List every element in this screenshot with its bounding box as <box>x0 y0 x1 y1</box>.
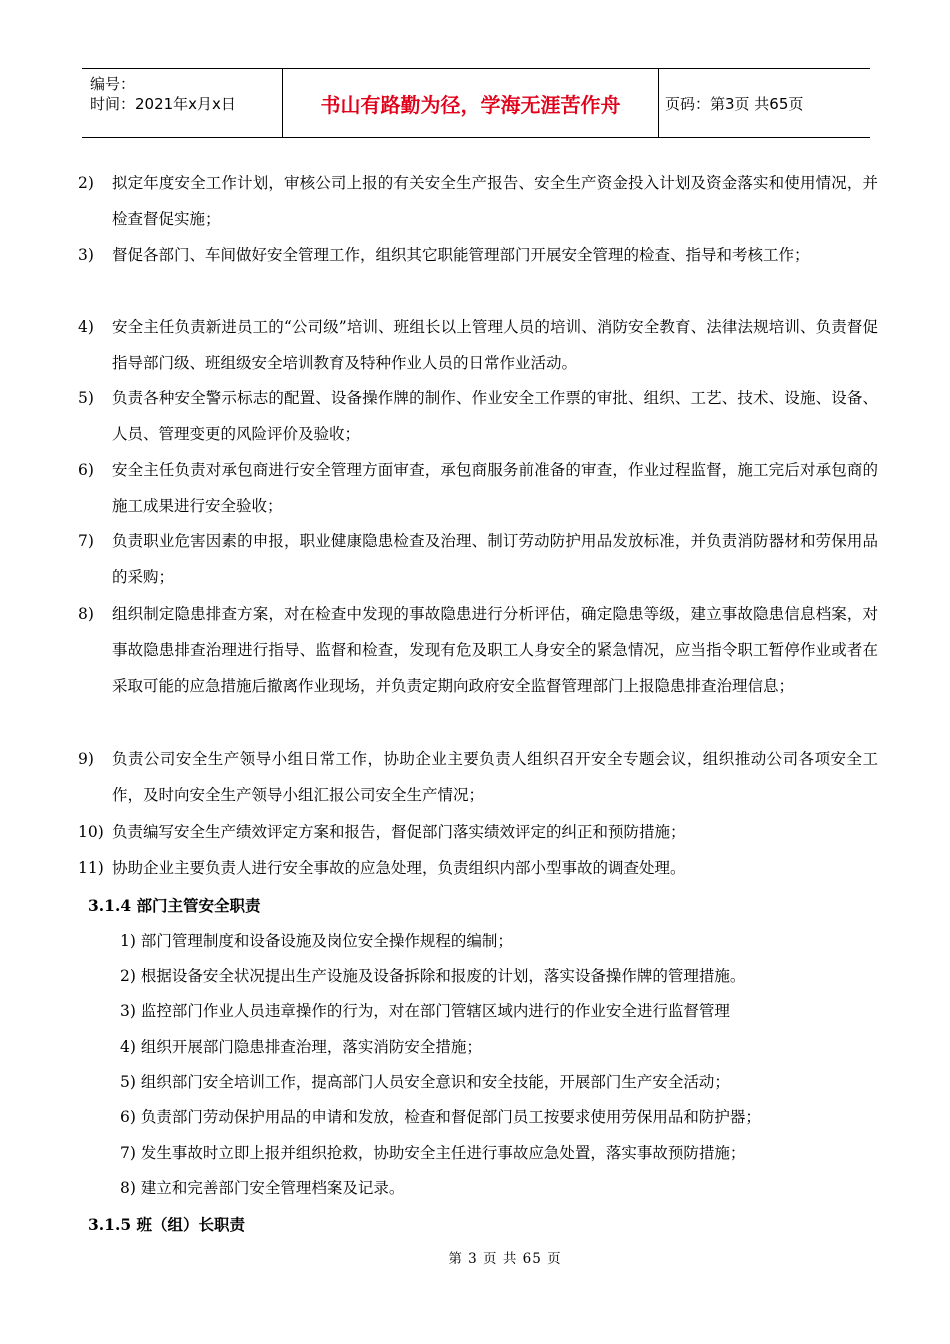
list-item-text: 拟定年度安全工作计划，审核公司上报的有关安全生产报告、安全生产资金投入计划及资金落实和使用情况，并检查督促实施； <box>112 174 878 228</box>
list-item-number: 5) <box>78 389 94 407</box>
list-item-text: 负责职业危害因素的申报，职业健康隐患检查及治理、制订劳动防护用品发放标准，并负责消防器材和劳保用品的采购； <box>112 532 878 586</box>
list-item-number: 3) <box>78 246 94 264</box>
list-item-number: 8) <box>78 605 94 623</box>
list-item <box>78 165 878 237</box>
list-item-text: 督促各部门、车间做好安全管理工作，组织其它职能管理部门开展安全管理的检查、指导和考核工作； <box>112 246 810 264</box>
sub-list-item: 8) 建立和完善部门安全管理档案及记录。 <box>120 1179 405 1197</box>
page-header <box>82 68 870 138</box>
document-date-label: 时间：2021年x月x日 <box>90 95 236 113</box>
list-item <box>78 452 878 524</box>
header-page-number: 页码：第3页 共65页 <box>665 94 804 113</box>
document-number-label: 编号： <box>90 75 136 93</box>
section-heading: 3.1.4 部门主管安全职责 <box>88 896 261 915</box>
list-item-number: 2) <box>78 174 94 192</box>
section-heading: 3.1.5 班（组）长职责 <box>88 1215 246 1234</box>
list-item <box>78 596 878 704</box>
list-item-text: 负责编写安全生产绩效评定方案和报告，督促部门落实绩效评定的纠正和预防措施； <box>112 823 686 841</box>
list-item <box>78 523 878 595</box>
sub-list-item: 6) 负责部门劳动保护用品的申请和发放，检查和督促部门员工按要求使用劳保用品和防护器； <box>120 1108 761 1126</box>
list-item <box>78 380 878 452</box>
list-item <box>78 814 878 850</box>
list-item-text: 协助企业主要负责人进行安全事故的应急处理，负责组织内部小型事故的调查处理。 <box>112 859 686 877</box>
list-item-number: 9) <box>78 750 94 768</box>
list-item-text: 安全主任负责对承包商进行安全管理方面审查，承包商服务前准备的审查，作业过程监督，施工完后对承包商的施工成果进行安全验收； <box>112 461 878 515</box>
list-item-text: 安全主任负责新进员工的“公司级”培训、班组长以上管理人员的培训、消防安全教育、法律法规培训、负责督促指导部门级、班组级安全培训教育及特种作业人员的日常作业活动。 <box>112 318 878 372</box>
list-item-number: 7) <box>78 532 94 550</box>
sub-list-item: 5) 组织部门安全培训工作，提高部门人员安全意识和安全技能，开展部门生产安全活动； <box>120 1073 730 1091</box>
list-item-number: 6) <box>78 461 94 479</box>
header-motto: 书山有路勤为径，学海无涯苦作舟 <box>282 69 659 137</box>
header-info-cell <box>82 69 282 137</box>
sub-list-item: 4) 组织开展部门隐患排查治理，落实消防安全措施； <box>120 1038 482 1056</box>
sub-list-item: 3) 监控部门作业人员违章操作的行为，对在部门管辖区域内进行的作业安全进行监督管理 <box>120 1002 730 1020</box>
sub-list-item: 1) 部门管理制度和设备设施及岗位安全操作规程的编制； <box>120 932 513 950</box>
list-item <box>78 309 878 381</box>
list-item <box>78 850 878 886</box>
sub-list-item: 2) 根据设备安全状况提出生产设施及设备拆除和报废的计划，落实设备操作牌的管理措施。 <box>120 967 746 985</box>
list-item-number: 4) <box>78 318 94 336</box>
list-item <box>78 237 878 273</box>
sub-list-item: 7) 发生事故时立即上报并组织抢救，协助安全主任进行事故应急处置，落实事故预防措施； <box>120 1144 746 1162</box>
list-item-number: 10) <box>78 823 104 841</box>
list-item <box>78 741 878 813</box>
page-footer: 第 3 页 共 65 页 <box>448 1251 562 1267</box>
list-item-text: 负责公司安全生产领导小组日常工作，协助企业主要负责人组织召开安全专题会议，组织推动公司各项安全工作，及时向安全生产领导小组汇报公司安全生产情况； <box>112 750 878 804</box>
list-item-text: 负责各种安全警示标志的配置、设备操作牌的制作、作业安全工作票的审批、组织、工艺、技术、设施、设备、人员、管理变更的风险评价及验收； <box>112 389 878 443</box>
list-item-text: 组织制定隐患排查方案，对在检查中发现的事故隐患进行分析评估，确定隐患等级，建立事故隐患信息档案，对事故隐患排查治理进行指导、监督和检查，发现有危及职工人身安全的紧急情况，应当指令职工暂停作业或者在采取可能的应急措施后撤离作业现场，并负责定期向政府安全监督管理部门上报隐患排查治理信息； <box>112 605 878 695</box>
list-item-number: 11) <box>78 859 104 877</box>
